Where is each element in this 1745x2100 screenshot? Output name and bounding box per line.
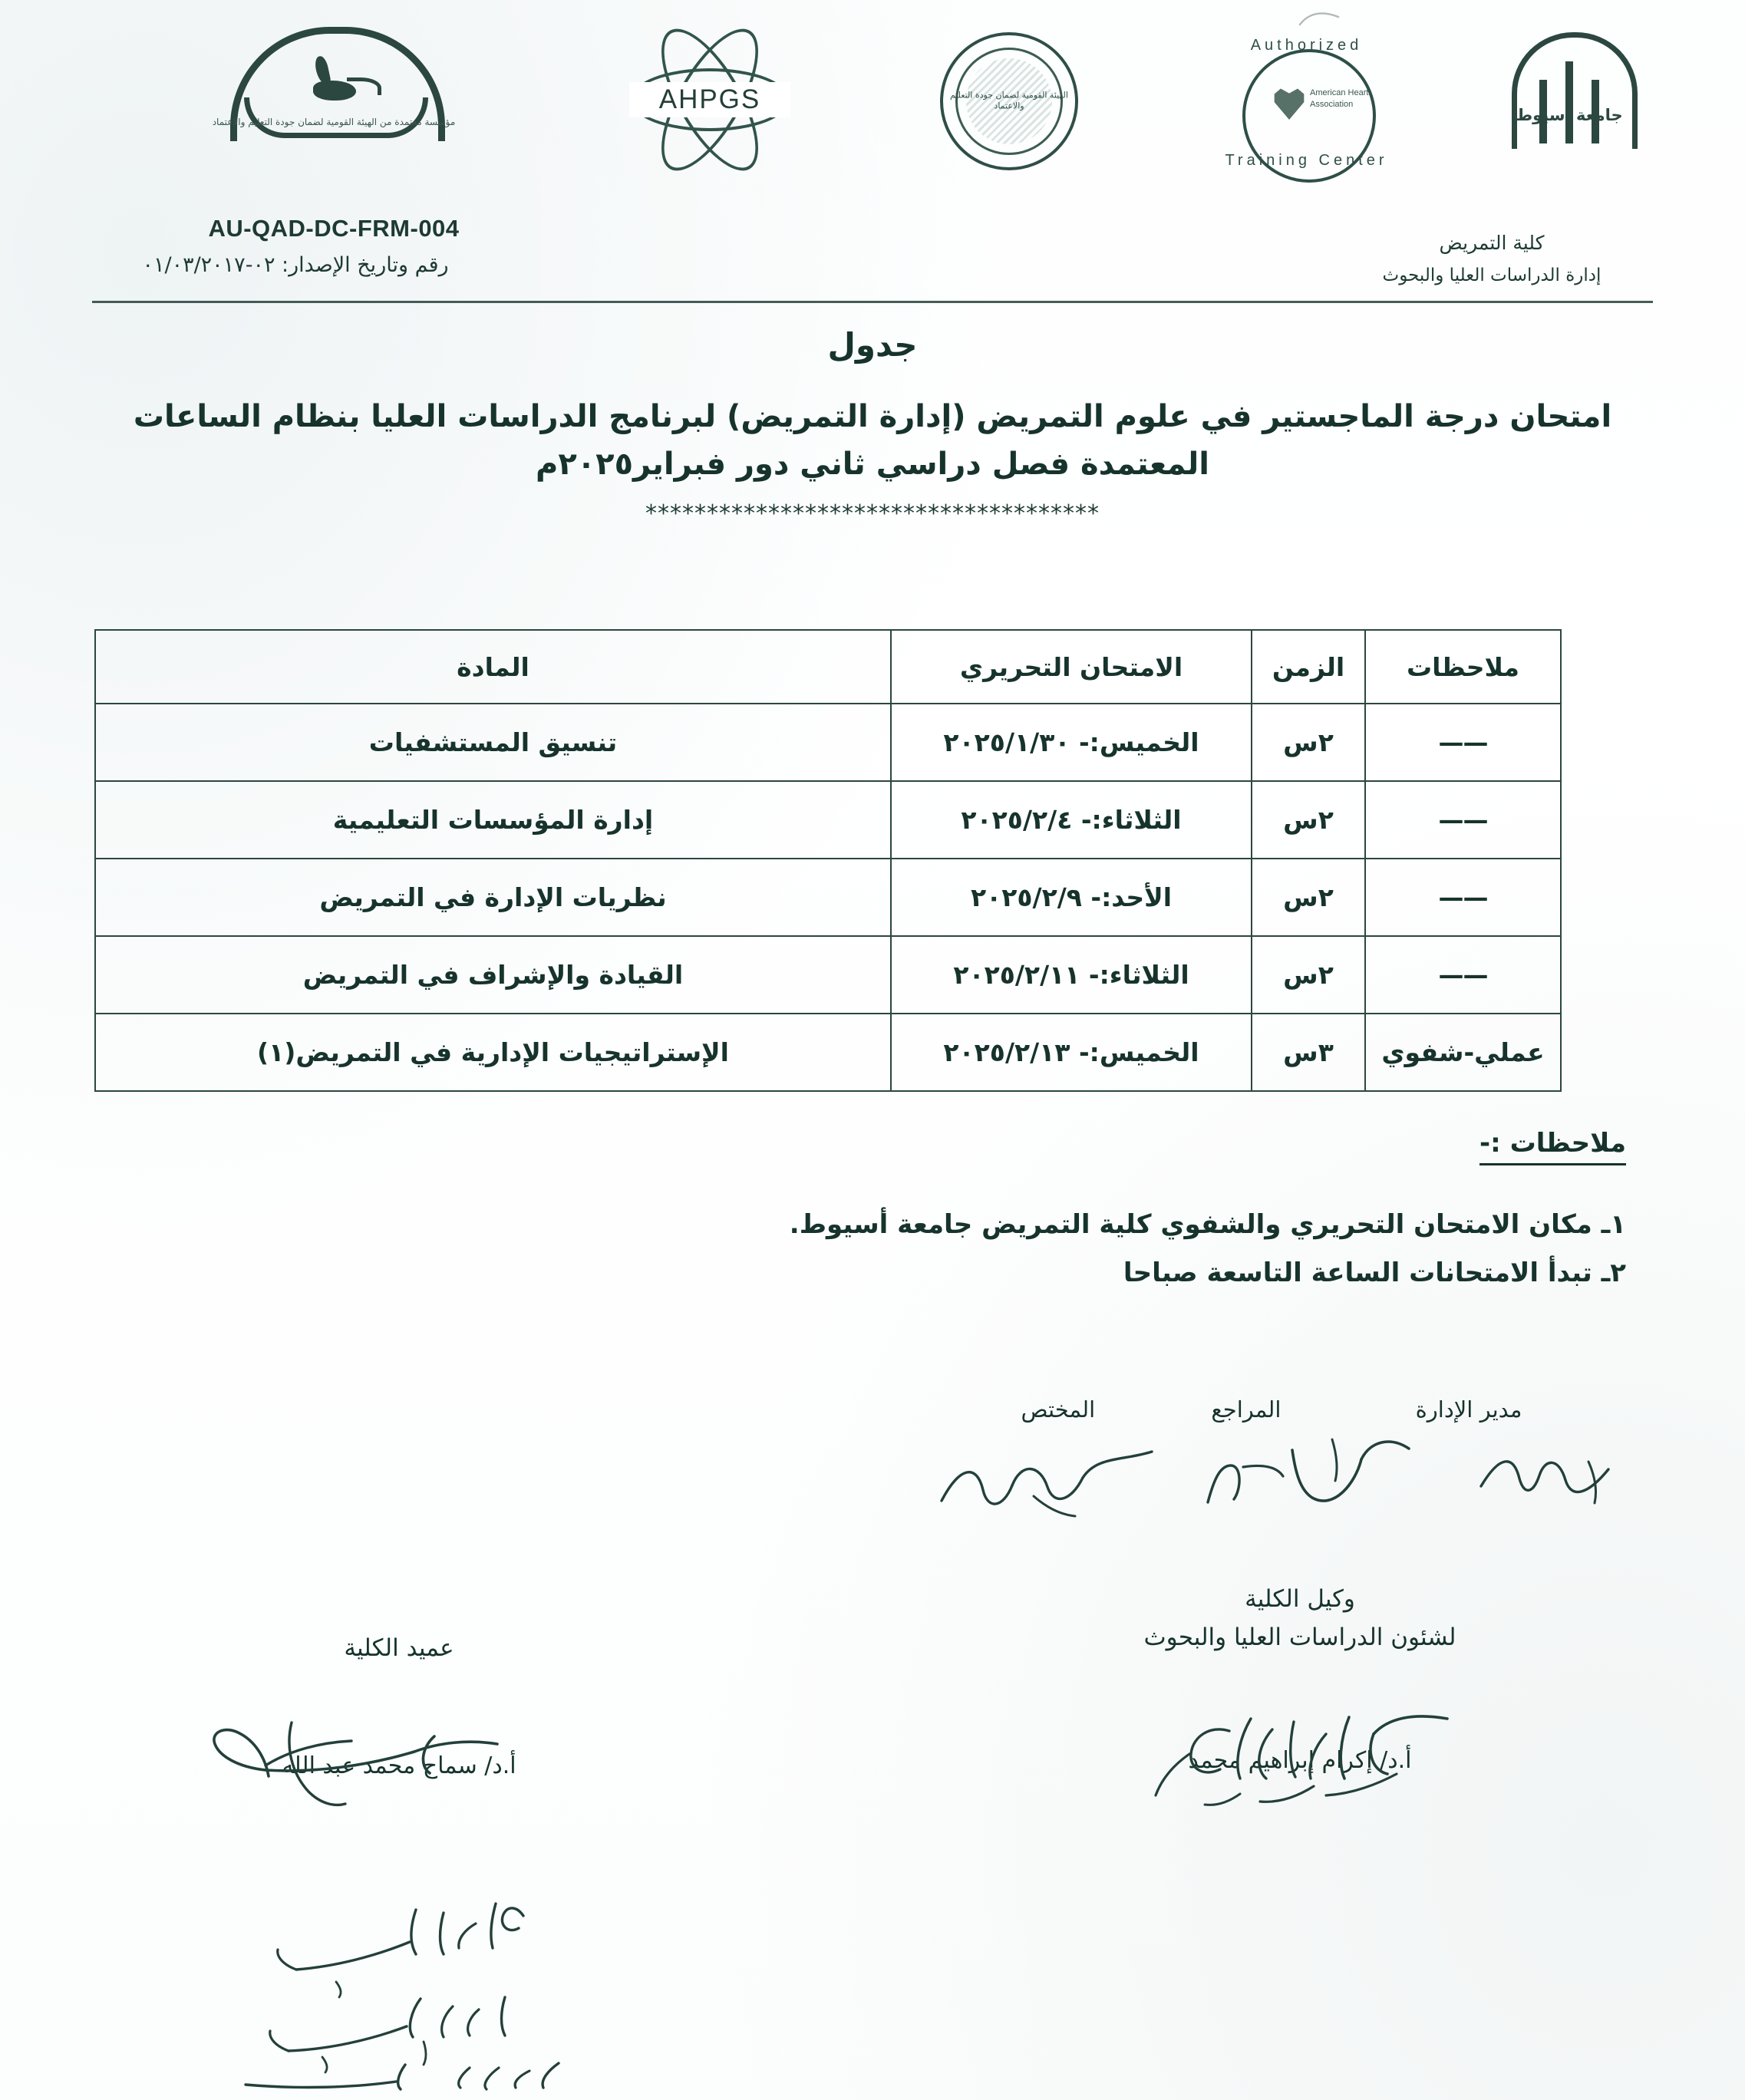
aha-seal-arc-top: Authorized [1250,37,1363,54]
header-divider [92,301,1653,303]
column-header-time: الزمن [1252,630,1365,704]
column-header-subject: المادة [95,630,891,704]
signature-label-specialist: المختص [1021,1396,1096,1423]
dean-signature-block [207,1634,591,1779]
note-item: ١ـ مكان الامتحان التحريري والشفوي كلية التمريض جامعة أسيوط. [789,1209,1626,1240]
table-row [95,781,1561,859]
cell-notes: عملي-شفوي [1365,1014,1561,1091]
cell-exam-date: الثلاثاء:- ٢٠٢٥/٢/١١ [891,936,1252,1014]
notes-heading: ملاحظات :- [1479,1128,1626,1165]
cell-exam-date: الأحد:- ٢٠٢٥/٢/٩ [891,859,1252,936]
cell-time: ٢س [1252,704,1365,781]
table-row [95,936,1561,1014]
cell-time: ٣س [1252,1014,1365,1091]
vice-dean-signature-block [1070,1581,1530,1774]
dean-role: عميد الكلية [344,1634,454,1662]
assiut-university-crest-icon [1512,32,1627,143]
department-name: إدارة الدراسات العليا والبحوث [1382,265,1602,285]
table-header-row [95,630,1561,704]
notes-section [552,1128,1626,1297]
form-issue-line: رقم وتاريخ الإصدار: ٠٢-٠١/٠٣/٢٠١٧ [142,253,449,277]
authorized-training-center-seal-icon [1224,31,1389,173]
right-header-block [1331,226,1653,291]
table-row [95,1014,1561,1091]
cell-exam-date: الخميس:- ٢٠٢٥/٢/١٣ [891,1014,1252,1091]
handwritten-signature-reviewer [1197,1429,1427,1513]
form-code: AU-QAD-DC-FRM-004 [208,215,460,242]
column-header-written-exam: الامتحان التحريري [891,630,1252,704]
ahpgs-logo-icon [629,42,790,157]
cell-time: ٢س [1252,859,1365,936]
vice-dean-role-line-1: وكيل الكلية [1245,1585,1355,1613]
signature-label-reviewer: المراجع [1211,1396,1282,1423]
cell-subject: نظريات الإدارة في التمريض [95,859,891,936]
note-item: ٢ـ تبدأ الامتحانات الساعة التاسعة صباحا [1123,1257,1626,1288]
column-header-notes: ملاحظات [1365,630,1561,704]
cell-subject: القيادة والإشراف في التمريض [95,936,891,1014]
naqaae-seal-label: الهيئة القومية لضمان جودة التعليم والاعتماد [950,90,1068,111]
aha-seal-inner-text: American Heart Association [1310,88,1369,109]
naqaae-seal-icon [940,32,1078,170]
cell-notes: —— [1365,936,1561,1014]
table-row [95,704,1561,781]
cell-subject: إدارة المؤسسات التعليمية [95,781,891,859]
dean-name: أ.د/ سماح محمد عبد الله [282,1752,516,1779]
schedule-table [94,629,1562,1092]
signature-label-department-director: مدير الإدارة [1415,1396,1522,1423]
approval-signature-row [955,1396,1584,1423]
cell-exam-date: الثلاثاء:- ٢٠٢٥/٢/٤ [891,781,1252,859]
title-block [92,326,1653,527]
aha-seal-arc-bottom: Training Center [1225,152,1388,169]
cell-time: ٢س [1252,936,1365,1014]
cell-subject: تنسيق المستشفيات [95,704,891,781]
page-title: امتحان درجة الماجستير في علوم التمريض (إدارة التمريض) لبرنامج الدراسات العليا بنظام الساعات المعتمدة فصل دراسي ثاني دور فبراير٢٠٢٥م [133,399,1612,482]
assiut-crest-word: جامعة أسيوط [1516,106,1623,124]
cell-notes: —— [1365,704,1561,781]
handwritten-signature-specialist [1473,1439,1619,1508]
vice-dean-role-line-2: لشئون الدراسات العليا والبحوث [1143,1623,1456,1651]
cell-exam-date: الخميس:- ٢٠٢٥/١/٣٠ [891,704,1252,781]
handwritten-annotation-bottom [223,1884,652,2091]
title-kicker: جدول [827,326,918,364]
cell-time: ٢س [1252,781,1365,859]
nursing-crest-caption: مؤسسة معتمدة من الهيئة القومية لضمان جودة التعليم والاعتماد [212,117,456,127]
handwritten-signature-department-director [932,1442,1163,1527]
table-row [95,859,1561,936]
ahpgs-logo-text: AHPGS [629,82,790,117]
title-separator: ************************************* [645,500,1100,527]
cell-subject: الإستراتيجيات الإدارية في التمريض(١) [95,1014,891,1091]
faculty-name: كلية التمريض [1439,232,1545,254]
cell-notes: —— [1365,781,1561,859]
schedule-table-wrapper [96,629,1562,1092]
vice-dean-name: أ.د/ إكرام إبراهيم محمد [1188,1747,1412,1775]
cell-notes: —— [1365,859,1561,936]
document-header [0,0,1745,307]
